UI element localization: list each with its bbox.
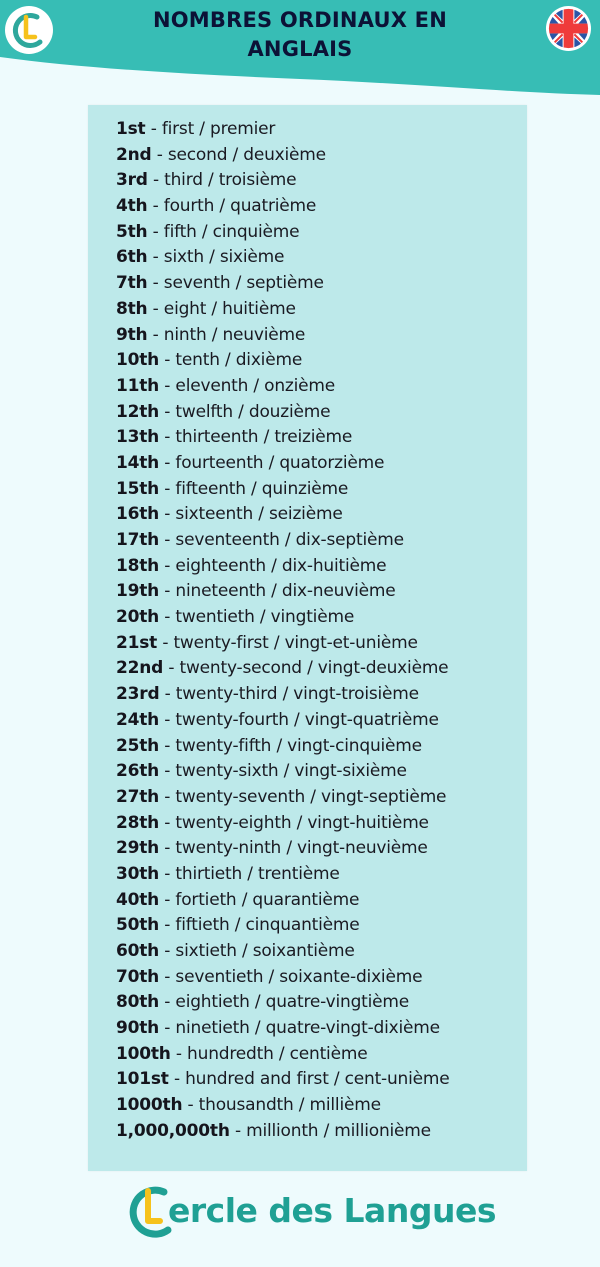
- ordinal-number: 1,000,000th: [116, 1120, 230, 1141]
- ordinal-translation: - eleventh / onzième: [159, 375, 336, 396]
- ordinal-translation: - twenty-sixth / vingt-sixième: [159, 761, 407, 782]
- ordinal-translation: - eight / huitième: [147, 298, 296, 319]
- ordinal-number: 14th: [116, 452, 160, 473]
- footer-brand-logo: [124, 1183, 514, 1239]
- list-item: [116, 990, 450, 1016]
- ordinal-translation: - seventeenth / dix-septième: [159, 530, 404, 550]
- list-item: [116, 117, 450, 143]
- ordinal-translation: - sixteenth / seizième: [159, 504, 343, 525]
- ordinal-number: 23rd: [116, 684, 160, 705]
- ordinal-number: 7th: [116, 273, 148, 294]
- list-item: [116, 1042, 450, 1068]
- ordinal-number: 8th: [116, 298, 148, 319]
- list-item: [116, 400, 450, 426]
- ordinal-number: 40th: [116, 889, 160, 910]
- ordinal-translation: - ninetieth / quatre-vingt-dixième: [159, 1018, 440, 1039]
- ordinal-number: 25th: [116, 735, 160, 756]
- ordinal-number: 19th: [116, 581, 160, 602]
- ordinal-translation: - eightieth / quatre-vingtième: [159, 992, 410, 1013]
- ordinal-translation: - tenth / dixième: [159, 350, 303, 371]
- ordinal-number: 12th: [116, 401, 160, 422]
- ordinal-number: 28th: [116, 812, 160, 833]
- ordinal-translation: - seventh / septième: [147, 273, 324, 294]
- ordinal-number: 15th: [116, 478, 160, 499]
- ordinal-translation: - seventieth / soixante-dixième: [159, 966, 423, 987]
- list-item: [116, 1093, 450, 1119]
- list-item: [116, 708, 450, 734]
- ordinal-number: 24th: [116, 709, 160, 730]
- ordinals-list: [116, 117, 450, 1145]
- ordinal-number: 13th: [116, 427, 160, 448]
- ordinal-translation: - sixth / sixième: [147, 247, 285, 268]
- list-item: [116, 862, 450, 888]
- list-item: [116, 682, 450, 708]
- ordinal-number: 16th: [116, 504, 160, 525]
- ordinal-translation: - fifth / cinquième: [147, 221, 300, 242]
- ordinal-number: 101st: [116, 1069, 169, 1090]
- ordinal-number: 5th: [116, 221, 148, 242]
- list-item: [116, 811, 450, 837]
- ordinal-translation: - twenty-ninth / vingt-neuvième: [159, 838, 428, 859]
- ordinal-translation: - hundredth / centième: [170, 1043, 368, 1064]
- ordinal-translation: - thousandth / millième: [182, 1095, 381, 1116]
- ordinal-translation: - first / premier: [145, 119, 276, 139]
- list-item: [116, 220, 450, 246]
- ordinal-number: 18th: [116, 555, 160, 576]
- list-item: [116, 785, 450, 811]
- ordinal-translation: - fourteenth / quatorzième: [159, 452, 385, 473]
- list-item: [116, 374, 450, 400]
- ordinal-number: 22nd: [116, 658, 164, 679]
- list-item: [116, 759, 450, 785]
- list-item: [116, 451, 450, 477]
- ordinal-number: 1st: [116, 119, 146, 139]
- list-item: [116, 502, 450, 528]
- ordinal-translation: - second / deuxième: [151, 144, 326, 165]
- list-item: [116, 1016, 450, 1042]
- ordinal-number: 30th: [116, 863, 160, 884]
- ordinal-number: 100th: [116, 1043, 171, 1064]
- list-item: [116, 271, 450, 297]
- ordinal-number: 9th: [116, 324, 148, 345]
- page-title: NOMBRES ORDINAUX EN ANGLAIS: [152, 8, 447, 61]
- list-item: [116, 194, 450, 220]
- list-item: [116, 554, 450, 580]
- ordinal-number: 80th: [116, 992, 160, 1013]
- ordinal-translation: - twenty-fifth / vingt-cinquième: [159, 735, 422, 756]
- ordinal-translation: - eighteenth / dix-huitième: [159, 555, 387, 576]
- ordinal-translation: - fifteenth / quinzième: [159, 478, 349, 499]
- ordinal-number: 60th: [116, 941, 160, 961]
- ordinal-number: 17th: [116, 530, 160, 550]
- ordinal-translation: - nineteenth / dix-neuvième: [159, 581, 396, 602]
- list-item: [116, 1067, 450, 1093]
- list-item: [116, 143, 450, 169]
- list-item: [116, 297, 450, 323]
- ordinal-translation: - fourth / quatrième: [147, 196, 317, 217]
- list-item: [116, 605, 450, 631]
- brand-name: ercle des Langues: [168, 1191, 496, 1230]
- list-item: [116, 1119, 450, 1145]
- list-item: [116, 734, 450, 760]
- uk-flag-icon: [545, 5, 592, 52]
- list-item: [116, 836, 450, 862]
- ordinal-translation: - millionth / millionième: [229, 1120, 431, 1141]
- ordinal-translation: - thirtieth / trentième: [159, 863, 340, 884]
- list-item: [116, 528, 450, 554]
- ordinal-translation: - third / troisième: [147, 170, 297, 191]
- ordinals-card: [88, 105, 527, 1171]
- ordinal-translation: - fiftieth / cinquantième: [159, 915, 360, 936]
- list-item: [116, 168, 450, 194]
- ordinal-translation: - thirteenth / treizième: [159, 427, 353, 448]
- list-item: [116, 631, 450, 657]
- ordinal-number: 26th: [116, 761, 160, 782]
- ordinal-translation: - twenty-eighth / vingt-huitième: [159, 812, 429, 833]
- list-item: [116, 245, 450, 271]
- list-item: [116, 323, 450, 349]
- list-item: [116, 348, 450, 374]
- ordinal-number: 90th: [116, 1018, 160, 1039]
- ordinal-number: 70th: [116, 966, 160, 987]
- ordinal-number: 29th: [116, 838, 160, 859]
- ordinal-number: 27th: [116, 786, 160, 807]
- ordinal-number: 10th: [116, 350, 160, 371]
- ordinal-number: 20th: [116, 607, 160, 628]
- list-item: [116, 965, 450, 991]
- ordinal-number: 4th: [116, 196, 148, 217]
- ordinal-translation: - twenty-second / vingt-deuxième: [163, 658, 449, 679]
- ordinal-translation: - twenty-fourth / vingt-quatrième: [159, 709, 439, 730]
- list-item: [116, 579, 450, 605]
- ordinal-translation: - twentieth / vingtième: [159, 607, 355, 628]
- ordinal-translation: - twenty-seventh / vingt-septième: [159, 786, 447, 807]
- ordinal-number: 11th: [116, 375, 160, 396]
- ordinal-number: 1000th: [116, 1095, 183, 1116]
- ordinal-translation: - ninth / neuvième: [147, 324, 306, 345]
- ordinal-translation: - sixtieth / soixantième: [159, 941, 355, 961]
- list-item: [116, 477, 450, 503]
- ordinal-number: 50th: [116, 915, 160, 936]
- ordinal-translation: - hundred and first / cent-unième: [168, 1069, 450, 1090]
- ordinal-translation: - twenty-third / vingt-troisième: [159, 684, 419, 705]
- ordinal-translation: - twenty-first / vingt-et-unième: [157, 632, 418, 653]
- list-item: [116, 425, 450, 451]
- ordinal-number: 21st: [116, 632, 158, 653]
- ordinal-translation: - fortieth / quarantième: [159, 889, 360, 910]
- ordinal-translation: - twelfth / douzième: [159, 401, 331, 422]
- list-item: [116, 656, 450, 682]
- list-item: [116, 888, 450, 914]
- ordinal-number: 3rd: [116, 170, 148, 191]
- ordinal-number: 2nd: [116, 144, 152, 165]
- ordinal-number: 6th: [116, 247, 148, 268]
- cercle-des-langues-logo-icon: [4, 5, 54, 55]
- list-item: [116, 913, 450, 939]
- list-item: [116, 939, 450, 965]
